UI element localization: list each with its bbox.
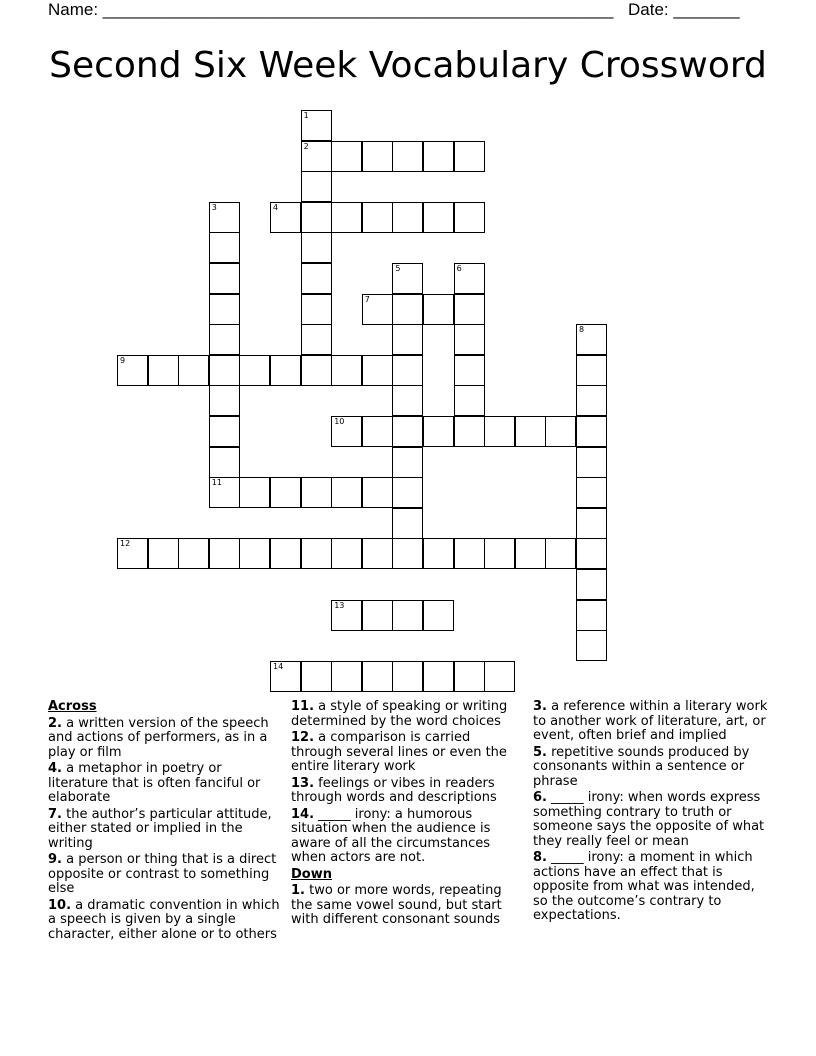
crossword-cell[interactable] xyxy=(423,202,454,233)
crossword-cell[interactable] xyxy=(148,538,179,569)
crossword-cell[interactable] xyxy=(301,538,332,569)
clue-number: 14 xyxy=(273,661,284,671)
crossword-cell[interactable] xyxy=(270,477,301,508)
crossword-cell[interactable] xyxy=(454,294,485,325)
clue-number: 12 xyxy=(120,539,131,549)
crossword-cell[interactable] xyxy=(209,416,240,447)
crossword-cell[interactable] xyxy=(270,202,301,233)
crossword-cell[interactable] xyxy=(239,538,270,569)
clue-number: 9 xyxy=(120,355,126,365)
crossword-cell[interactable] xyxy=(423,538,454,569)
crossword-cell[interactable] xyxy=(209,232,240,263)
crossword-cell[interactable] xyxy=(301,202,332,233)
crossword-cell[interactable] xyxy=(209,477,240,508)
crossword-cell[interactable] xyxy=(209,202,240,233)
clue-number: 13 xyxy=(334,600,345,610)
crossword-cell[interactable] xyxy=(392,477,423,508)
clue-down-1: 1. two or more words, repeating the same vowel sound, but start with different consonant sounds xyxy=(291,883,502,927)
crossword-cell[interactable] xyxy=(270,661,301,692)
crossword-cell[interactable] xyxy=(423,294,454,325)
crossword-cell[interactable] xyxy=(454,263,485,294)
crossword-cell[interactable] xyxy=(301,232,332,263)
crossword-cell[interactable] xyxy=(484,661,515,692)
clues-column-3 xyxy=(533,700,771,926)
crossword-cell[interactable] xyxy=(301,661,332,692)
crossword-cell[interactable] xyxy=(454,355,485,386)
clue-number: 6 xyxy=(456,264,462,273)
crossword-cell[interactable] xyxy=(270,355,301,386)
crossword-cell[interactable] xyxy=(209,263,240,294)
clue-number: 2 xyxy=(303,141,309,151)
clue-number: 5 xyxy=(395,264,401,273)
crossword-cell[interactable] xyxy=(392,324,423,355)
clue-across-7: 7. the author’s particular attitude, either stated or implied in the writing xyxy=(48,806,272,851)
crossword-cell[interactable] xyxy=(362,355,393,386)
crossword-cell[interactable] xyxy=(392,355,423,386)
crossword-cell[interactable] xyxy=(515,538,546,569)
crossword-cell[interactable] xyxy=(301,355,332,386)
crossword-cell[interactable] xyxy=(301,110,332,141)
crossword-cell[interactable] xyxy=(454,661,485,692)
crossword-cell[interactable] xyxy=(331,202,362,233)
crossword-cell[interactable] xyxy=(209,324,240,355)
crossword-cell[interactable] xyxy=(392,661,423,692)
crossword-cell[interactable] xyxy=(576,416,607,447)
crossword-cell[interactable] xyxy=(331,416,362,447)
crossword-cell[interactable] xyxy=(117,538,148,569)
clue-across-10: 10. a dramatic convention in which a speech is given by a single character, either alone or to others xyxy=(48,897,280,942)
crossword-cell[interactable] xyxy=(301,324,332,355)
crossword-cell[interactable] xyxy=(331,600,362,631)
crossword-cell[interactable] xyxy=(331,661,362,692)
page-title: Second Six Week Vocabulary Crossword xyxy=(49,45,767,86)
clue-number: 10 xyxy=(334,417,345,426)
crossword-cell[interactable] xyxy=(117,355,148,386)
crossword-cell[interactable] xyxy=(576,600,607,631)
crossword-cell[interactable] xyxy=(423,416,454,447)
crossword-cell[interactable] xyxy=(576,508,607,539)
crossword-cell[interactable] xyxy=(209,294,240,325)
crossword-cell[interactable] xyxy=(392,294,423,325)
crossword-cell[interactable] xyxy=(331,355,362,386)
crossword-cell[interactable] xyxy=(392,538,423,569)
clue-down-3: 3. a reference within a literary work to another work of literature, art, or event, often brief and implied xyxy=(533,699,768,743)
name-field[interactable]: Name: ______________________________________________________ xyxy=(48,0,614,19)
clue-across-9: 9. a person or thing that is a direct opposite or contrast to something else xyxy=(48,852,277,896)
crossword-cell[interactable] xyxy=(423,661,454,692)
clue-across-12: 12. a comparison is carried through several lines or even the entire literary work xyxy=(291,730,507,774)
crossword-cell[interactable] xyxy=(392,141,423,172)
crossword-cell[interactable] xyxy=(484,416,515,447)
crossword-cell[interactable] xyxy=(423,600,454,631)
crossword-cell[interactable] xyxy=(515,416,546,447)
crossword-cell[interactable] xyxy=(392,600,423,631)
crossword-cell[interactable] xyxy=(392,416,423,447)
crossword-cell[interactable] xyxy=(392,447,423,478)
crossword-cell[interactable] xyxy=(576,538,607,569)
crossword-cell[interactable] xyxy=(576,630,607,661)
crossword-cell[interactable] xyxy=(362,202,393,233)
crossword-cell[interactable] xyxy=(239,355,270,386)
date-field[interactable]: Date: _______ xyxy=(628,0,740,19)
crossword-cell[interactable] xyxy=(301,263,332,294)
crossword-cell[interactable] xyxy=(209,355,240,386)
crossword-cell[interactable] xyxy=(301,171,332,202)
crossword-cell[interactable] xyxy=(576,569,607,600)
clue-down-8: 8. _____ irony: a moment in which actions have an effect that is opposite from what was intended, so the outcome’s contrary to expectations. xyxy=(533,850,755,923)
crossword-cell[interactable] xyxy=(454,385,485,416)
crossword-cell[interactable] xyxy=(362,294,393,325)
crossword-cell[interactable] xyxy=(148,355,179,386)
crossword-cell[interactable] xyxy=(392,508,423,539)
clue-across-11: 11. a style of speaking or writing determined by the word choices xyxy=(291,699,508,729)
crossword-cell[interactable] xyxy=(454,538,485,569)
crossword-cell[interactable] xyxy=(576,477,607,508)
crossword-cell[interactable] xyxy=(362,600,393,631)
crossword-cell[interactable] xyxy=(331,141,362,172)
down-heading: Down xyxy=(291,866,332,882)
crossword-cell[interactable] xyxy=(454,141,485,172)
crossword-cell[interactable] xyxy=(545,538,576,569)
crossword-cell[interactable] xyxy=(454,202,485,233)
crossword-cell[interactable] xyxy=(331,477,362,508)
crossword-cell[interactable] xyxy=(362,477,393,508)
clue-number: 8 xyxy=(579,325,585,335)
clue-down-6: 6. _____ irony: when words express something contrary to truth or someone says the opposite of what they really feel or mean xyxy=(533,790,765,849)
crossword-cell[interactable] xyxy=(454,416,485,447)
crossword-cell[interactable] xyxy=(301,294,332,325)
crossword-cell[interactable] xyxy=(209,538,240,569)
crossword-cell[interactable] xyxy=(270,538,301,569)
crossword-cell[interactable] xyxy=(209,447,240,478)
crossword-cell[interactable] xyxy=(209,385,240,416)
crossword-cell[interactable] xyxy=(392,202,423,233)
crossword-cell[interactable] xyxy=(423,141,454,172)
crossword-cell[interactable] xyxy=(392,385,423,416)
crossword-cell[interactable] xyxy=(178,538,209,569)
crossword-cell[interactable] xyxy=(545,416,576,447)
crossword-cell[interactable] xyxy=(576,447,607,478)
crossword-cell[interactable] xyxy=(178,355,209,386)
crossword-cell[interactable] xyxy=(362,141,393,172)
clue-number: 1 xyxy=(303,111,309,120)
clue-number: 3 xyxy=(211,202,217,212)
clue-number: 11 xyxy=(211,478,222,488)
crossword-cell[interactable] xyxy=(484,538,515,569)
clue-across-4: 4. a metaphor in poetry or literature that is often fanciful or elaborate xyxy=(48,761,261,805)
clues-column-1 xyxy=(48,700,284,944)
crossword-cell[interactable] xyxy=(454,324,485,355)
crossword-cell[interactable] xyxy=(576,355,607,386)
crossword-cell[interactable] xyxy=(362,661,393,692)
clue-across-14: 14. _____ irony: a humorous situation when the audience is aware of all the circumstances when actors are not. xyxy=(291,806,491,865)
crossword-cell[interactable] xyxy=(362,416,393,447)
crossword-cell[interactable] xyxy=(576,324,607,355)
crossword-cell[interactable] xyxy=(239,477,270,508)
clue-number: 7 xyxy=(364,294,370,304)
across-heading: Across xyxy=(48,699,97,714)
crossword-cell[interactable] xyxy=(301,477,332,508)
crossword-cell[interactable] xyxy=(301,141,332,172)
crossword-cell[interactable] xyxy=(392,263,423,294)
clue-across-13: 13. feelings or vibes in readers through words and descriptions xyxy=(291,775,497,805)
clue-down-5: 5. repetitive sounds produced by consonants within a sentence or phrase xyxy=(533,744,750,789)
crossword-cell[interactable] xyxy=(331,538,362,569)
clues-column-2 xyxy=(291,700,517,930)
crossword-cell[interactable] xyxy=(576,385,607,416)
clue-number: 4 xyxy=(273,202,279,212)
crossword-cell[interactable] xyxy=(362,538,393,569)
clue-across-2: 2. a written version of the speech and actions of performers, as in a play or film xyxy=(48,715,269,760)
